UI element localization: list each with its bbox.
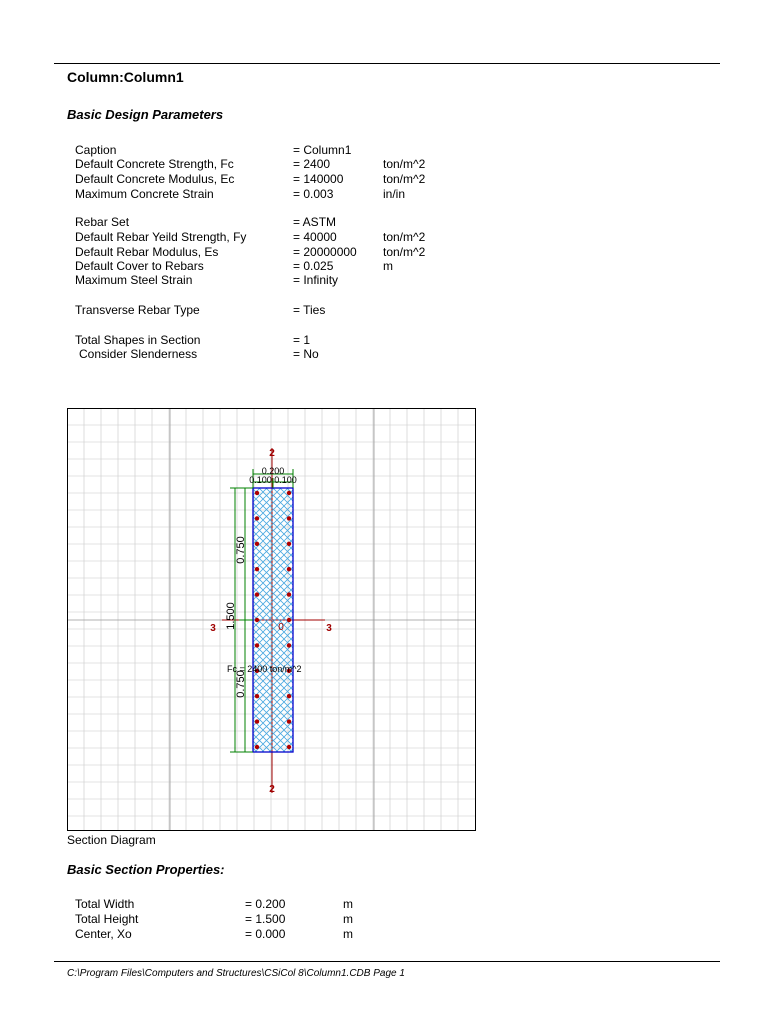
param-label: Maximum Steel Strain (75, 273, 193, 287)
rebar-dot (287, 592, 291, 596)
prop-unit: m (343, 927, 353, 941)
param-value: = Column1 (293, 143, 352, 157)
rebar-dot (287, 719, 291, 723)
rebar-dot (255, 592, 259, 596)
rebar-dot (287, 745, 291, 749)
param-value: = 0.025 (293, 259, 334, 273)
param-label: Consider Slenderness (79, 347, 198, 361)
param-unit: m (383, 259, 393, 273)
prop-unit: m (343, 912, 353, 926)
param-label: Default Rebar Modulus, Es (75, 245, 219, 259)
diagram-caption: Section Diagram (67, 833, 156, 847)
page-footer: C:\Program Files\Computers and Structures\CSiCol 8\Column1.CDB Page 1 (67, 968, 405, 979)
axis-3-right-label: 3 (326, 623, 332, 634)
param-value: = 0.003 (293, 187, 334, 201)
section-properties-heading: Basic Section Properties: (67, 862, 225, 877)
rebar-dot (287, 694, 291, 698)
prop-unit: m (343, 897, 353, 911)
rebar-dot (255, 567, 259, 571)
rebar-dot (255, 643, 259, 647)
material-label: Fc = 2400 ton/m^2 (227, 664, 302, 674)
bottom-rule (54, 961, 720, 962)
rebar-dot (255, 745, 259, 749)
prop-value: = 0.200 (245, 897, 286, 911)
axis-3-left-label: 3 (210, 623, 216, 634)
param-value: = Infinity (293, 273, 339, 287)
rebar-dot (287, 542, 291, 546)
rebar-dot (287, 618, 291, 622)
rebar-dot (287, 516, 291, 520)
rebar-dot (255, 719, 259, 723)
prop-label: Total Height (75, 912, 139, 926)
height-lower-label: 0.750 (235, 670, 247, 698)
basic-design-heading: Basic Design Parameters (67, 107, 224, 122)
param-label: Default Cover to Rebars (75, 259, 204, 273)
param-value: = 140000 (293, 172, 344, 186)
rebar-dot (287, 491, 291, 495)
param-value: = 40000 (293, 230, 337, 244)
origin-label: 0 (278, 622, 284, 633)
param-label: Rebar Set (75, 215, 130, 229)
rebar-dot (255, 516, 259, 520)
param-label: Transverse Rebar Type (75, 303, 200, 317)
height-upper-label: 0.750 (235, 536, 247, 564)
param-unit: ton/m^2 (383, 245, 426, 259)
param-value: = Ties (293, 303, 326, 317)
prop-label: Total Width (75, 897, 135, 911)
param-label: Default Concrete Modulus, Ec (75, 172, 235, 186)
param-label: Caption (75, 143, 117, 157)
param-label: Default Concrete Strength, Fc (75, 157, 234, 171)
prop-value: = 1.500 (245, 912, 286, 926)
height-total-label: 1.500 (225, 602, 237, 630)
param-unit: ton/m^2 (383, 230, 426, 244)
axis-2-top-label: 2 (269, 448, 275, 459)
param-unit: in/in (383, 187, 406, 201)
param-label: Total Shapes in Section (75, 333, 201, 347)
rebar-dot (287, 567, 291, 571)
width-halves-label: 0.100 0.100 (249, 475, 297, 485)
width-total-label: 0.200 (261, 466, 285, 476)
param-label: Maximum Concrete Strain (75, 187, 214, 201)
rebar-dot (255, 542, 259, 546)
prop-label: Center, Xo (75, 927, 132, 941)
param-unit: ton/m^2 (383, 172, 426, 186)
param-unit: ton/m^2 (383, 157, 426, 171)
axis-2-bottom-label: 2 (269, 784, 275, 795)
rebar-dot (255, 491, 259, 495)
rebar-dot (287, 643, 291, 647)
section-diagram (67, 408, 476, 831)
param-value: = ASTM (293, 215, 337, 229)
param-value: = No (293, 347, 319, 361)
param-value: = 2400 (293, 157, 331, 171)
top-rule (54, 63, 720, 64)
page-title: Column:Column1 (67, 69, 184, 85)
param-label: Default Rebar Yeild Strength, Fy (75, 230, 247, 244)
prop-value: = 0.000 (245, 927, 286, 941)
rebar-dot (255, 618, 259, 622)
rebar-dot (255, 694, 259, 698)
param-value: = 1 (293, 333, 311, 347)
param-value: = 20000000 (293, 245, 357, 259)
